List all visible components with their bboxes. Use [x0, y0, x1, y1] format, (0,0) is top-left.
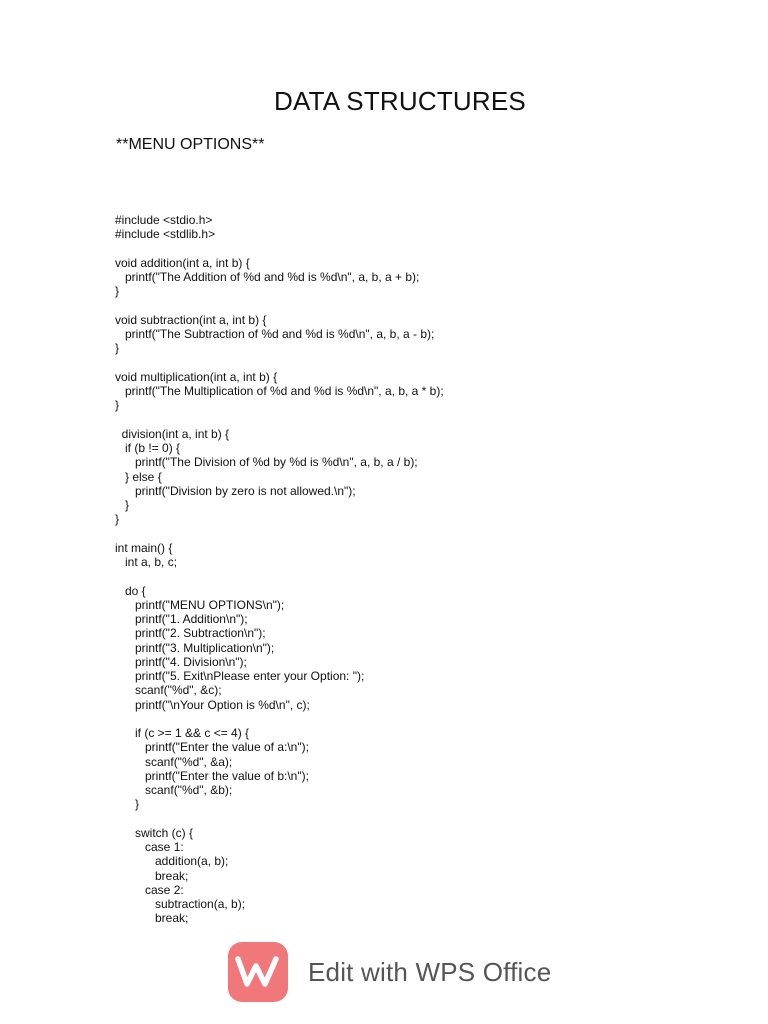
section-heading: **MENU OPTIONS**	[116, 136, 265, 153]
code-listing: #include <stdio.h> #include <stdlib.h> void addition(int a, int b) { printf("The Addition of %d and %d is %d\n", a, b, a + b); } void subtraction(int a, int b) { printf("The Subtraction of %d and %d is %d\n", a, b, a - b); } void multiplication(int a, int b) { printf("The Multiplication of %d and %d is %d\n", a, b, a * b); } division(int a, int b) { if (b != 0) { printf("The Division of %d by %d is %d\n", a, b, a / b); } else { printf("Division by zero is not allowed.\n"); } } int main() { int a, b, c; do { printf("MENU OPTIONS\n"); printf("1. Addition\n"); printf("2. Subtraction\n"); printf("3. Multiplication\n"); printf("4. Division\n"); printf("5. Exit\nPlease enter your Option: "); scanf("%d", &c); printf("\nYour Option is %d\n", c); if (c >= 1 && c <= 4) { printf("Enter the value of a:\n"); scanf("%d", &a); printf("Enter the value of b:\n"); scanf("%d", &b); } switch (c) { case 1: addition(a, b); break; case 2: subtraction(a, b); break;	[115, 213, 444, 926]
wps-office-banner[interactable]	[228, 942, 551, 1002]
wps-banner-text: Edit with WPS Office	[308, 956, 552, 987]
wps-w-logo-icon	[228, 942, 288, 1002]
document-title: DATA STRUCTURES	[274, 86, 526, 116]
